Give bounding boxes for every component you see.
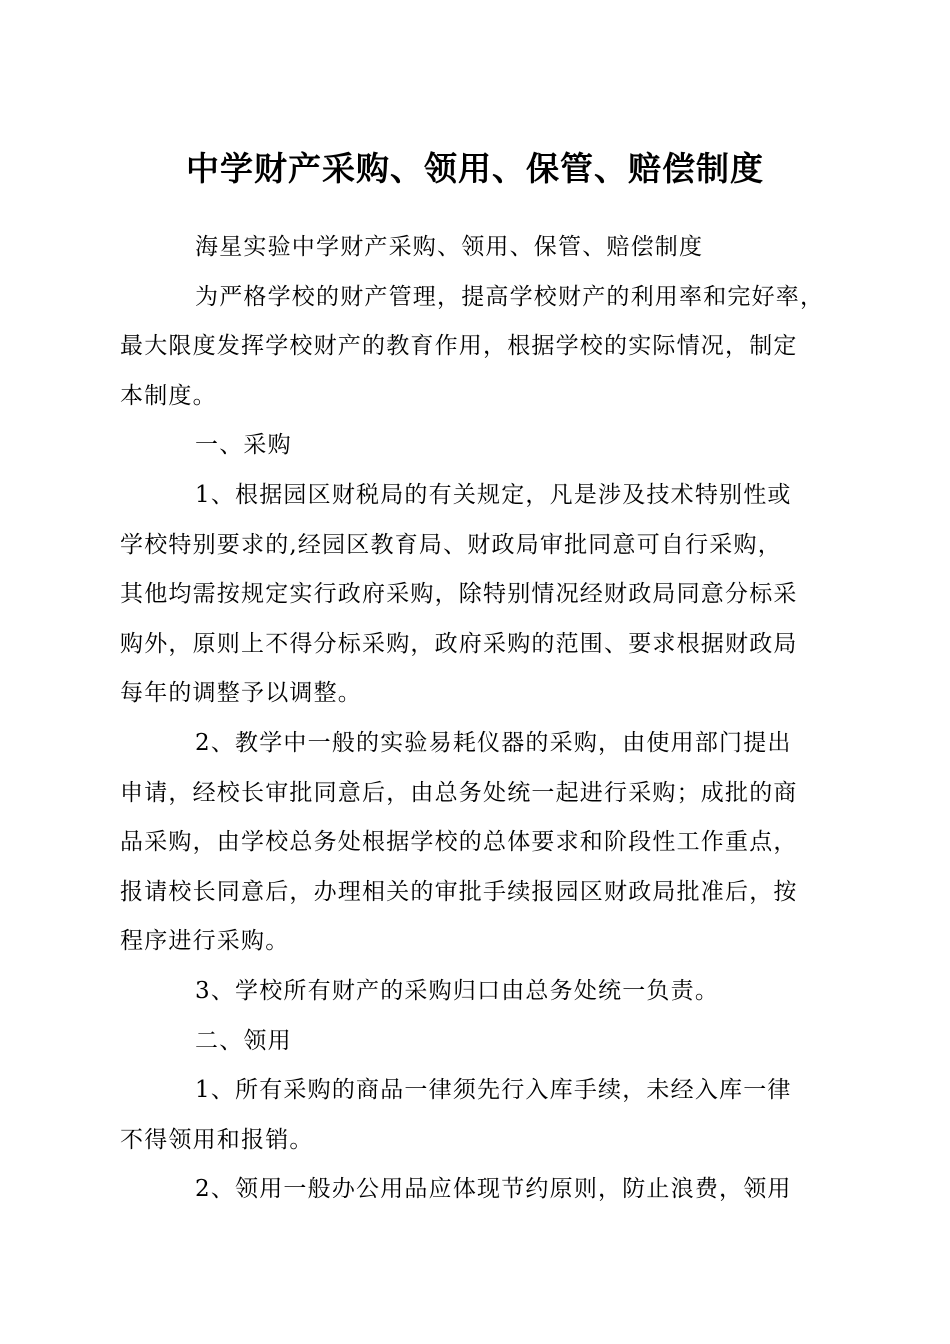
text-line: 2、教学中一般的实验易耗仪器的采购，由使用部门提出 (195, 729, 792, 756)
text-line: 每年的调整予以调整。 (120, 680, 362, 707)
text-line: 1、根据园区财税局的有关规定，凡是涉及技术特别性或 (195, 481, 792, 508)
text-line: 2、领用一般办公用品应体现节约原则，防止浪费，领用 (195, 1176, 792, 1203)
text-line: 其他均需按规定实行政府采购，除特别情况经财政局同意分标采 (120, 581, 798, 608)
section-heading-purchase (120, 421, 840, 471)
paragraph-intro (120, 273, 840, 422)
paragraph-purchase-1 (120, 471, 840, 719)
paragraph-school-name (120, 223, 840, 273)
text-line: 最大限度发挥学校财产的教育作用，根据学校的实际情况，制定 (120, 333, 798, 360)
text-line: 报请校长同意后，办理相关的审批手续报园区财政局批准后，按 (120, 878, 798, 905)
paragraph-purchase-2 (120, 719, 840, 967)
paragraph-purchase-3 (120, 967, 840, 1017)
text-line: 申请，经校长审批同意后，由总务处统一起进行采购；成批的商 (120, 779, 798, 806)
document-title: 中学财产采购、领用、保管、赔偿制度 (186, 149, 764, 188)
text-line: 海星实验中学财产采购、领用、保管、赔偿制度 (195, 234, 704, 260)
text-line: 3、学校所有财产的采购归口由总务处统一负责。 (195, 977, 720, 1004)
text-line: 品采购，由学校总务处根据学校的总体要求和阶段性工作重点， (120, 829, 798, 856)
text-line: 为严格学校的财产管理，提高学校财产的利用率和完好率， (195, 283, 825, 310)
text-line: 本制度。 (120, 382, 217, 409)
text-line: 购外，原则上不得分标采购，政府采购的范围、要求根据财政局 (120, 630, 798, 657)
paragraph-requisition-1 (120, 1066, 840, 1165)
text-line: 学校特别要求的,经园区教育局、财政局审批同意可自行采购， (120, 531, 782, 558)
document-body (120, 223, 840, 1215)
text-line: 程序进行采购。 (120, 928, 290, 955)
text-line: 1、所有采购的商品一律须先行入库手续，未经入库一律 (195, 1077, 792, 1104)
section-heading-requisition (120, 1017, 840, 1067)
section-heading: 二、领用 (195, 1027, 292, 1054)
section-heading: 一、采购 (195, 432, 292, 459)
text-line: 不得领用和报销。 (120, 1126, 314, 1153)
paragraph-requisition-2 (120, 1165, 840, 1215)
